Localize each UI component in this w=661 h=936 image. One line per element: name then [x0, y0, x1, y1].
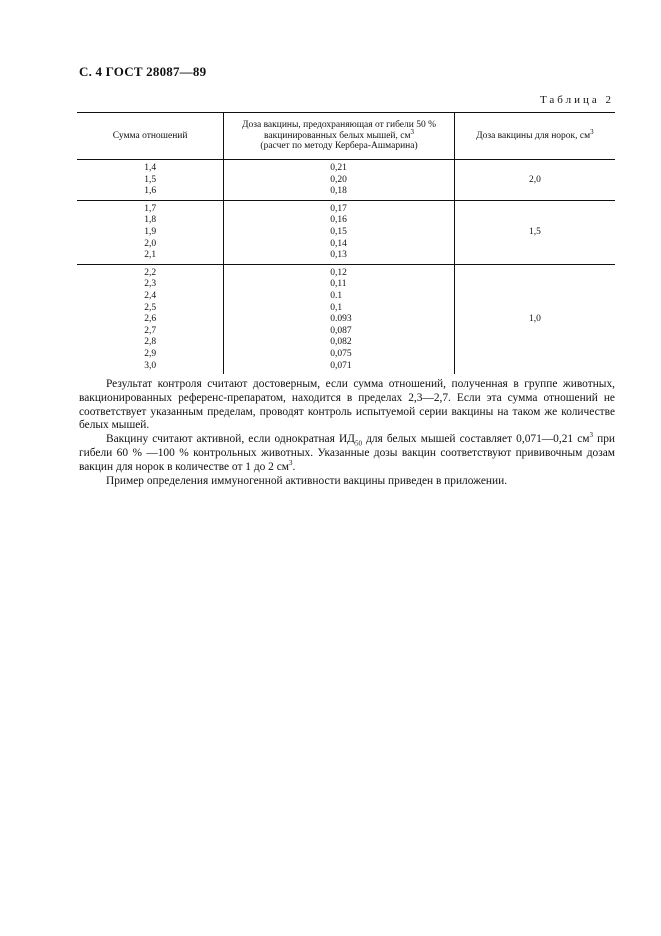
dose-mice-cell	[224, 160, 455, 201]
dose-mice-value: 0,12	[330, 267, 347, 278]
sum-cell	[77, 264, 224, 374]
sum-value: 2,1	[144, 250, 157, 261]
dose-mice-cell	[224, 264, 455, 374]
sum-value: 1,4	[144, 163, 157, 173]
dose-mice-value: 0,18	[330, 186, 347, 197]
column-header-dose-mice	[224, 113, 455, 160]
table-header-row	[77, 113, 615, 160]
paragraph-activity	[79, 433, 615, 474]
page-header: С. 4 ГОСТ 28087—89	[79, 64, 207, 79]
sum-value: 1,6	[144, 186, 157, 197]
table-group-row	[77, 160, 615, 201]
sum-value: 1,7	[144, 203, 157, 214]
activity-text-end: .	[292, 460, 296, 473]
dose-mice-value: 0,14	[330, 238, 347, 249]
activity-text-2: для белых мышей составляет 0,071—0,21 см	[361, 433, 590, 446]
sum-value: 2,2	[144, 267, 157, 278]
sum-value: 1,8	[144, 215, 157, 226]
column-header-sum: Сумма отношений	[77, 113, 224, 160]
dose-mice-value: 0,087	[330, 325, 352, 336]
dose-mice-header-line-3: (расчет по методу Кербера-Ашмарина)	[260, 141, 418, 152]
dose-mice-value: 0,071	[330, 360, 352, 371]
sum-value: 1,9	[144, 226, 157, 237]
unit-superscript: 3	[288, 458, 293, 467]
sum-value: 2,7	[144, 325, 157, 336]
dose-mice-header-line-2: вакцинированных белых мышей, см	[264, 130, 411, 141]
sum-value: 2,3	[144, 279, 157, 290]
dose-mice-value: 0,1	[330, 302, 343, 313]
column-header-dose-mink	[454, 113, 615, 160]
unit-superscript: 3	[590, 127, 594, 136]
table-group-row	[77, 264, 615, 374]
dose-mice-value: 0,17	[330, 203, 347, 214]
dose-mice-value: 0,082	[330, 337, 352, 348]
id-subscript: 50	[354, 439, 362, 448]
paragraph-validity: Результат контроля считают достоверным, если сумма отношений, полученная в группе животных, вакционированных референс-препаратом, находится в пределах 2,3—2,7. Если эта сумма отношений не соответствует указанным пределам, проводят контроль испытуемой серии вакцины на таком же количестве белых мышей.	[79, 378, 615, 432]
dose-mink-value: 1,0	[454, 264, 615, 374]
dose-mink-header-text: Доза вакцины для норок, см	[476, 130, 591, 141]
dose-mice-cell	[224, 200, 455, 264]
dose-mice-value: 0,21	[330, 163, 347, 173]
dose-mice-value: 0,16	[330, 215, 347, 226]
activity-text-1: Вакцину считают активной, если однократная ИД	[106, 433, 355, 446]
dose-mice-header-line-1: Доза вакцины, предохраняющая от гибели 50 %	[242, 119, 437, 130]
unit-superscript: 3	[410, 127, 414, 136]
sum-cell	[77, 200, 224, 264]
table-caption: Таблица 2	[539, 94, 614, 106]
sum-value: 1,5	[144, 174, 157, 185]
paragraph-appendix: Пример определения иммуногенной активности вакцины приведен в приложении.	[106, 474, 508, 487]
dose-mink-value: 1,5	[454, 200, 615, 264]
sum-value: 3,0	[144, 360, 157, 371]
activity-text-3: при гибели 60 % —100 % контрольных животных. Указанные дозы вакцин соответствуют прививочным дозам вакцин для норок в количестве от 1 до 2 см	[79, 433, 615, 473]
dose-mice-value: 0,11	[330, 279, 347, 290]
body-text	[79, 378, 615, 488]
dose-mice-value: 0,13	[330, 250, 347, 261]
table-group-row	[77, 200, 615, 264]
sum-value: 2,8	[144, 337, 157, 348]
dose-mice-value: 0.1	[330, 290, 343, 301]
sum-value: 2,0	[144, 238, 157, 249]
sum-cell	[77, 160, 224, 201]
sum-value: 2,5	[144, 302, 157, 313]
sum-value: 2,9	[144, 348, 157, 359]
dose-mink-value: 2,0	[454, 160, 615, 201]
sum-value: 2,6	[144, 314, 157, 325]
dose-mice-value: 0,075	[330, 348, 352, 359]
dose-table	[77, 112, 615, 374]
dose-mice-value: 0,20	[330, 174, 347, 185]
sum-value: 2,4	[144, 290, 157, 301]
dose-mice-value: 0,15	[330, 226, 347, 237]
dose-mice-value: 0.093	[330, 314, 352, 325]
unit-superscript: 3	[589, 431, 593, 440]
